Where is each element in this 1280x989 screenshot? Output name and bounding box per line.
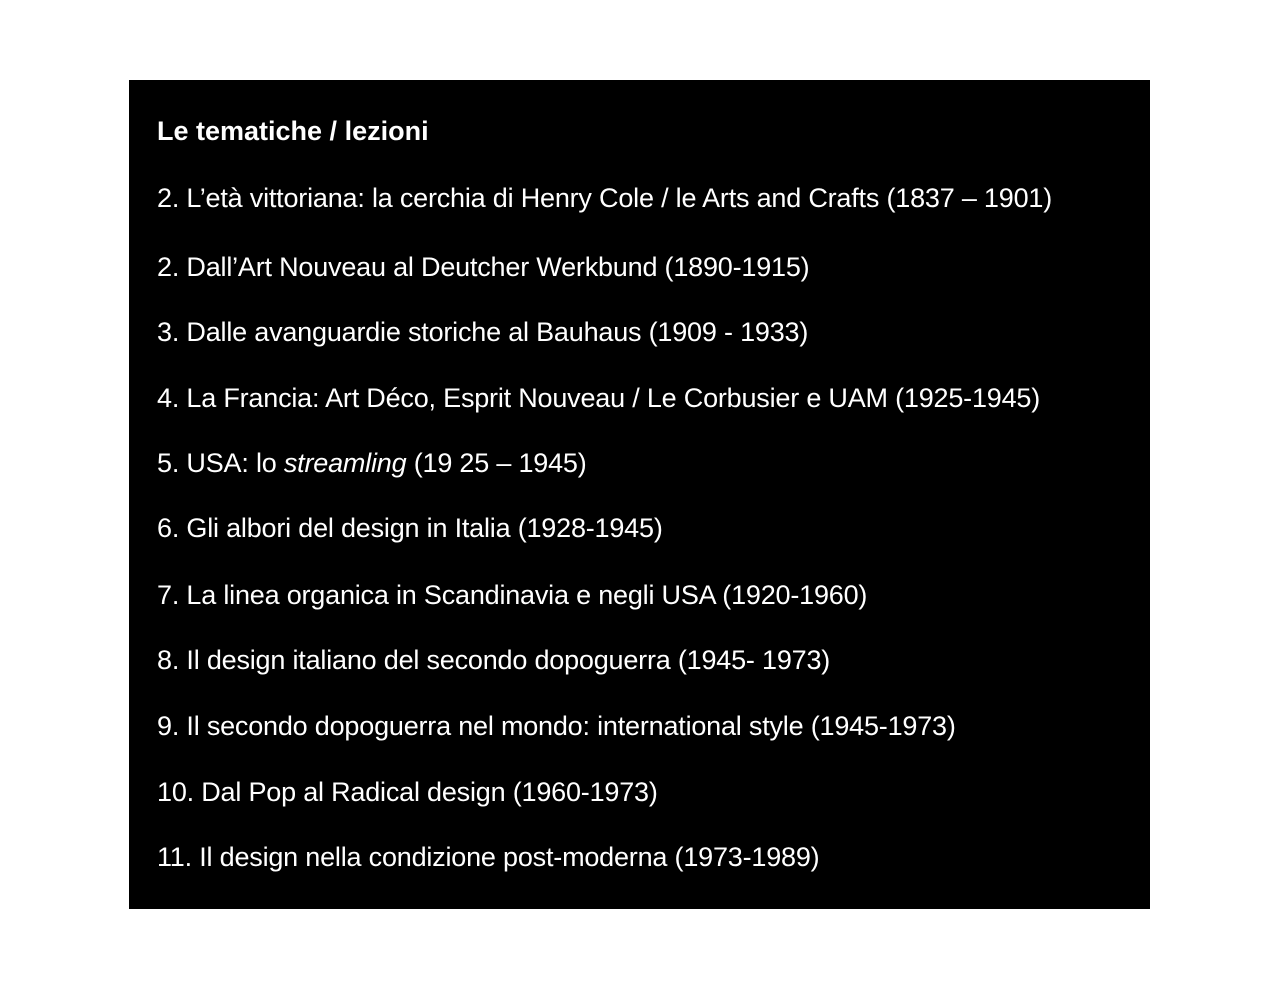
list-item (157, 448, 587, 478)
list-item: 3. Dalle avanguardie storiche al Bauhaus (1909 - 1933) (157, 317, 809, 347)
list-item: 2. Dall’Art Nouveau al Deutcher Werkbund (1890-1915) (157, 252, 810, 282)
list-item-prefix: 5. USA: lo (157, 448, 284, 478)
list-item: 8. Il design italiano del secondo dopoguerra (1945- 1973) (157, 645, 831, 675)
slide-panel (129, 80, 1150, 909)
list-item: 2. L’età vittoriana: la cerchia di Henry Cole / le Arts and Crafts (1837 – 1901) (157, 183, 1052, 213)
list-item: 11. Il design nella condizione post-moderna (1973-1989) (157, 842, 820, 872)
list-item-suffix: (19 25 – 1945) (406, 448, 587, 478)
slide-heading: Le tematiche / lezioni (157, 116, 429, 146)
list-item: 6. Gli albori del design in Italia (1928-1945) (157, 513, 663, 543)
list-item: 10. Dal Pop al Radical design (1960-1973) (157, 777, 658, 807)
list-item-emphasis: streamling (283, 448, 407, 478)
list-item: 9. Il secondo dopoguerra nel mondo: international style (1945-1973) (157, 711, 956, 741)
list-item: 4. La Francia: Art Déco, Esprit Nouveau / Le Corbusier e UAM (1925-1945) (157, 383, 1041, 413)
list-item: 7. La linea organica in Scandinavia e negli USA (1920-1960) (157, 580, 868, 610)
